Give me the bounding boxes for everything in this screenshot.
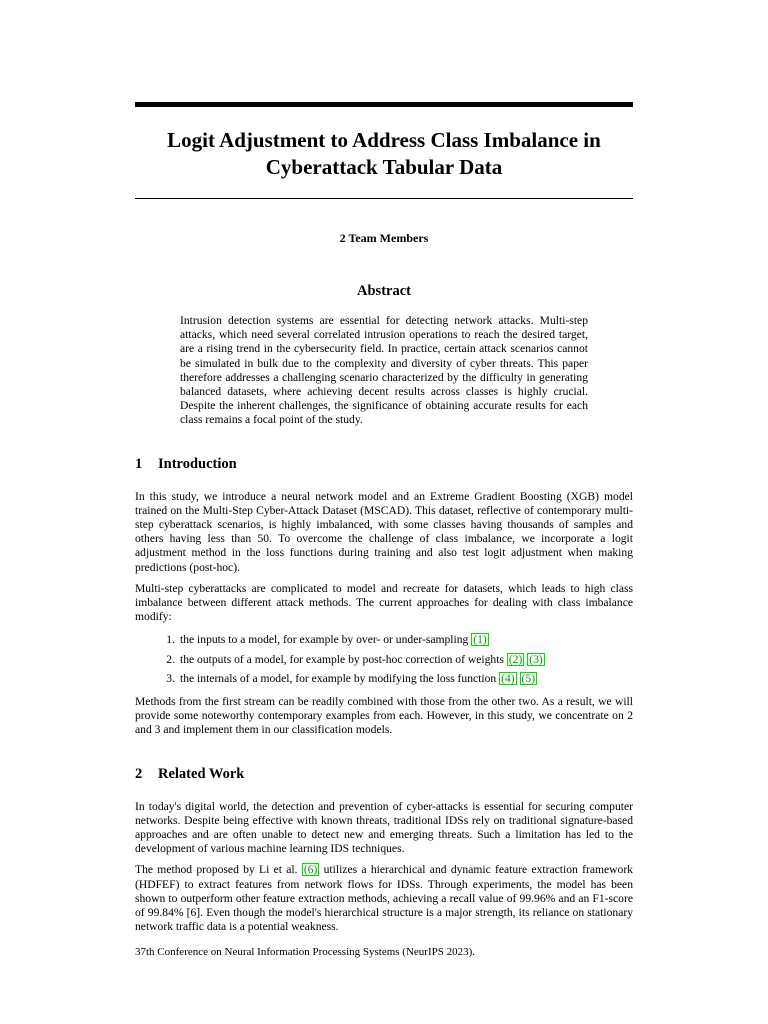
- section-number: 2: [135, 765, 143, 782]
- citation-link[interactable]: (3): [529, 652, 543, 666]
- paragraph-text: utilizes a hierarchical and dynamic feature extraction framework (HDFEF) to extract features from network flows for IDSs. Through experiments, the model has been shown to outperform other feature extraction methods, achieving a recall value of 99.96% and an F1-score of 99.84% [6]. Even though the model's hierarchical structure is a major strength, its reliance on stationary network traffic data is a potential weakness.: [135, 863, 633, 934]
- citation-link[interactable]: (6): [303, 863, 318, 877]
- section-heading-introduction: [135, 456, 633, 473]
- list-item-text: the internals of a model, for example by modifying the loss function: [180, 671, 497, 685]
- citation-link[interactable]: (4): [501, 671, 515, 685]
- author-line: 2 Team Members: [339, 231, 429, 245]
- title-top-rule: [135, 102, 633, 107]
- abstract-heading: Abstract: [357, 283, 411, 299]
- related-paragraph-1: In today's digital world, the detection and prevention of cyber-attacks is essential for securing computer networks. Despite being effective with known threats, traditional IDSs rely on traditional signature-based approaches and are often unable to detect new and emerging threats. Such a limitation has led to the development of various machine learning IDS techniques.: [135, 799, 633, 856]
- list-item-text: the outputs of a model, for example by post-hoc correction of weights: [180, 652, 504, 666]
- intro-paragraph-1: In this study, we introduce a neural network model and an Extreme Gradient Boosting (XGB) model trained on the Multi-Step Cyber-Attack Dataset (MSCAD). This dataset, reflective of contemporary multi-step cyberattack scenarios, is highly imbalanced, with some classes having thousands of samples and others having less than 50. To overcome the challenge of class imbalance, we incorporate a logit adjustment method in the loss functions during training and also test logit adjustment when making predictions (post-hoc).: [135, 489, 633, 574]
- citation-link[interactable]: (1): [473, 633, 487, 647]
- list-item-body: [180, 672, 537, 686]
- list-item-body: [180, 653, 545, 667]
- abstract-text: Intrusion detection systems are essential for detecting network attacks. Multi-step attacks, which need several correlated intrusion operations to reach the desired target, are a rising trend in the cybersecurity field. In practice, certain attack scenarios cannot be simulated in bulk due to the complexity and diversity of cyber threats. This paper therefore addresses a challenging scenario characterized by the difficulty in generating balanced datasets, where achieving decent results across classes is highly crucial. Despite the inherent challenges, the significance of obtaining accurate results for each class remains a focal point of the study.: [180, 314, 588, 427]
- list-item-text: the inputs to a model, for example by over- or under-sampling: [180, 633, 469, 647]
- section-number: 1: [135, 455, 143, 472]
- section-title: Introduction: [158, 455, 237, 472]
- list-marker: 2.: [166, 652, 175, 666]
- title-bottom-rule: [135, 198, 633, 199]
- conference-footnote: 37th Conference on Neural Information Processing Systems (NeurIPS 2023).: [135, 946, 476, 958]
- related-paragraph-2: [135, 863, 633, 934]
- paragraph-text: The method proposed by Li et al.: [135, 863, 298, 877]
- intro-paragraph-3: Methods from the first stream can be readily combined with those from the other two. As a result, we will provide some noteworthy contemporary examples from each. However, in this study, we concentrate on 2 and 3 and implement them in our classification models.: [135, 695, 633, 737]
- paper-page: [135, 102, 633, 935]
- list-marker: 3.: [166, 671, 175, 685]
- approach-list: [135, 633, 633, 686]
- intro-paragraph-2: Multi-step cyberattacks are complicated to model and recreate for datasets, which leads to high class imbalance between different attack methods. The current approaches for dealing with class imbalance modify:: [135, 581, 633, 624]
- citation-link[interactable]: (5): [521, 671, 536, 685]
- list-item: [135, 653, 633, 667]
- paper-title: Logit Adjustment to Address Class Imbalance in Cyberattack Tabular Data: [167, 128, 601, 179]
- list-marker: 1.: [166, 633, 175, 647]
- list-item: [135, 672, 633, 686]
- list-item-body: [180, 633, 489, 647]
- list-item: [135, 633, 633, 647]
- section-heading-related-work: [135, 766, 633, 783]
- section-title: Related Work: [158, 765, 245, 782]
- citation-link[interactable]: (2): [508, 652, 523, 666]
